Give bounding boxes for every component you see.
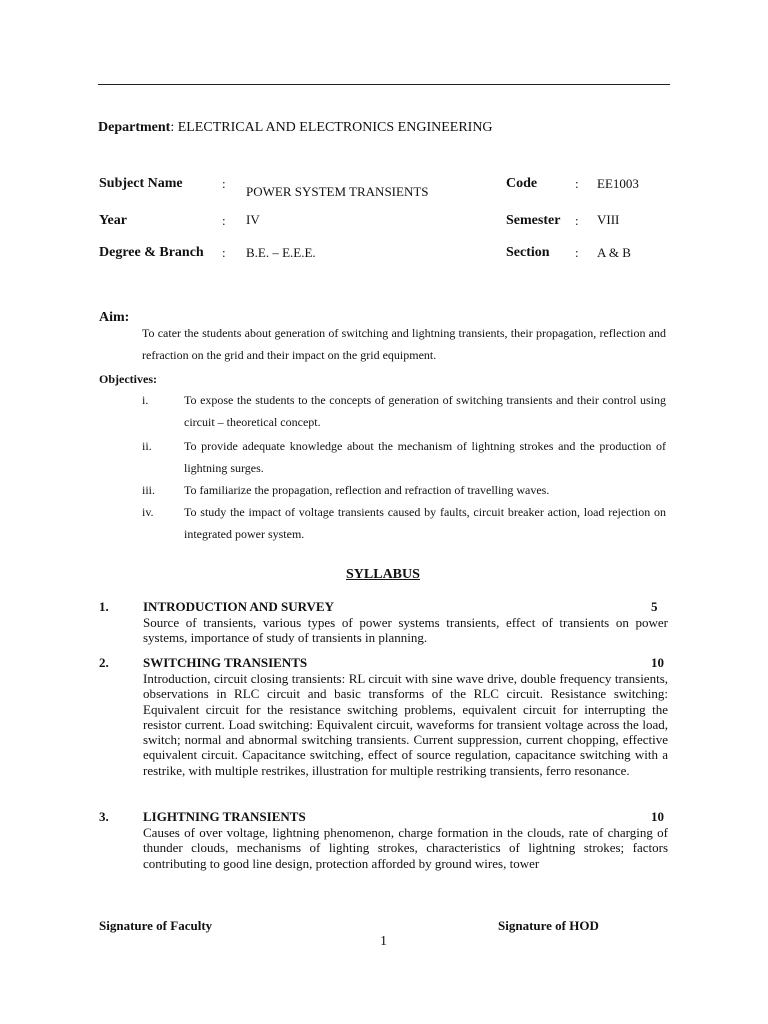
unit-hours: 5: [651, 599, 658, 614]
unit-number: 3.: [99, 809, 109, 824]
unit-title: LIGHTNING TRANSIENTS: [143, 809, 306, 824]
objective-item: To study the impact of voltage transients caused by faults, circuit breaker action, load rejection on integrated power system.: [184, 505, 666, 541]
section-value: A & B: [597, 245, 631, 260]
unit-hours: 10: [651, 655, 664, 670]
hod-signature-label: Signature of HOD: [498, 918, 599, 933]
aim-text: To cater the students about generation of switching and lightning transients, their propagation, reflection and refraction on the grid and their impact on the grid equipment.: [142, 326, 666, 362]
unit-number: 1.: [99, 599, 109, 614]
header-rule: [98, 84, 670, 85]
degree-branch-label: Degree & Branch: [99, 245, 204, 260]
objective-item: To provide adequate knowledge about the mechanism of lightning strokes and the production of lightning surges.: [184, 439, 666, 475]
semester-label: Semester: [506, 213, 561, 228]
objective-number: i.: [142, 393, 149, 407]
objective-number: iii.: [142, 483, 156, 497]
department-value: : ELECTRICAL AND ELECTRONICS ENGINEERING: [170, 120, 493, 135]
objective-item: To familiarize the propagation, reflection and refraction of travelling waves.: [184, 483, 550, 497]
semester-colon: :: [575, 213, 579, 228]
department-label: Department: [98, 120, 171, 135]
year-value: IV: [246, 212, 260, 227]
subject-colon: :: [222, 176, 226, 191]
page-number: 1: [380, 934, 387, 949]
unit-number: 2.: [99, 655, 109, 670]
unit-description: Causes of over voltage, lightning phenomenon, charge formation in the clouds, rate of charging of thunder clouds, mechanisms of lighting strokes, characteristics of lightning strokes; factors contributing to good line design, protection afforded by ground wires, tower: [143, 825, 668, 871]
syllabus-title: SYLLABUS: [346, 567, 420, 582]
unit-hours: 10: [651, 809, 664, 824]
department-line: [98, 120, 493, 136]
semester-value: VIII: [597, 212, 620, 227]
objective-item: To expose the students to the concepts of generation of switching transients and their control using circuit – theoretical concept.: [184, 393, 666, 429]
unit-title: SWITCHING TRANSIENTS: [143, 655, 308, 670]
unit-description: Introduction, circuit closing transients: RL circuit with sine wave drive, double frequency transients, observations in RLC circuit and basic transforms of the RLC circuit. Resistance switching: Equivalent circuit for the resistance switching problems, equivalent circuit for interrupting the resistor current. Load switching: Equivalent circuit, waveforms for transient voltage across the load, switch; normal and abnormal switching transients. Current suppression, current chopping, effective equivalent circuit. Capacitance switching, effect of source regulation, capacitance switching with a restrike, with multiple restrikes, illustration for multiple restriking transients, ferro resonance.: [143, 671, 668, 778]
objectives-label: Objectives:: [99, 372, 157, 386]
unit-title: INTRODUCTION AND SURVEY: [143, 599, 334, 614]
objective-number: iv.: [142, 505, 154, 519]
code-label: Code: [506, 176, 538, 191]
faculty-signature-label: Signature of Faculty: [99, 918, 213, 933]
code-value: EE1003: [597, 176, 639, 191]
year-label: Year: [99, 213, 127, 228]
degree-branch-value: B.E. – E.E.E.: [246, 245, 316, 260]
subject-name-value: POWER SYSTEM TRANSIENTS: [246, 184, 429, 199]
unit-description: Source of transients, various types of power systems transients, effect of transients on power systems, importance of study of transients in planning.: [143, 615, 668, 646]
code-colon: :: [575, 176, 579, 191]
degree-colon: :: [222, 245, 226, 260]
objective-number: ii.: [142, 439, 152, 453]
section-colon: :: [575, 245, 579, 260]
section-label: Section: [506, 245, 550, 260]
subject-name-label: Subject Name: [99, 176, 183, 191]
year-colon: :: [222, 213, 226, 228]
aim-label: Aim:: [99, 310, 130, 325]
